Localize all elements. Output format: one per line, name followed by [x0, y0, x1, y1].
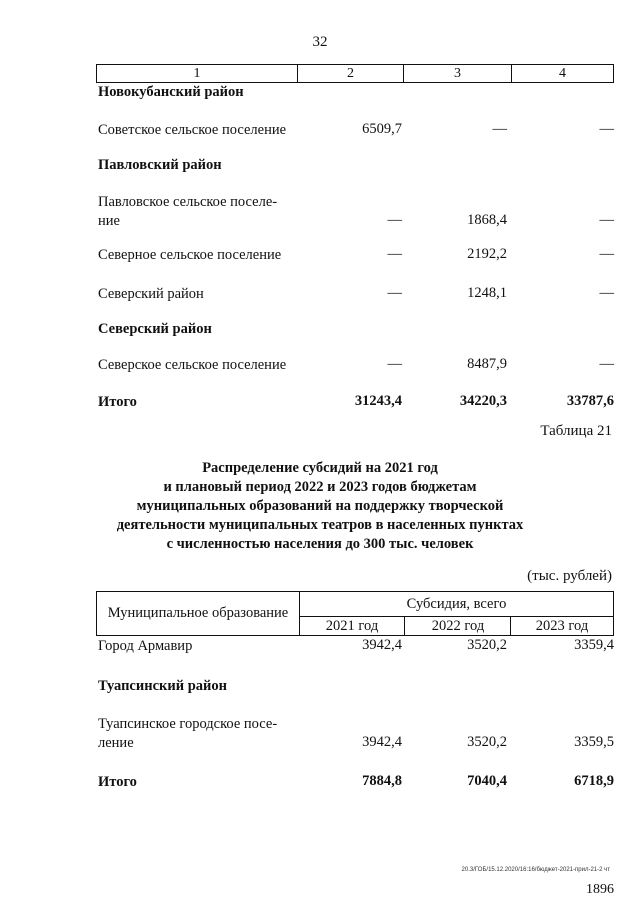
region-heading: Северский район: [98, 321, 212, 337]
total-2022: 7040,4: [467, 773, 507, 789]
total-2022: 34220,3: [459, 393, 507, 409]
municipality-header: Муниципальное образование: [97, 592, 300, 635]
row-label: Город Армавир: [98, 638, 193, 654]
title-line: муниципальных образований на поддержку творческой: [136, 498, 504, 514]
total-label: Итого: [98, 774, 137, 790]
row-label-line: Туапсинское городское посе-: [98, 716, 278, 732]
value-2022: 8487,9: [467, 356, 507, 372]
column-number-header: [96, 64, 614, 83]
region-heading: Туапсинский район: [98, 678, 227, 694]
row-label-line: Павловское сельское поселе-: [98, 194, 278, 210]
value-2022: 3520,2: [467, 637, 507, 653]
total-2023: 33787,6: [566, 393, 614, 409]
value-2022: 3520,2: [467, 734, 507, 750]
value-2023: —: [599, 246, 614, 262]
total-2023: 6718,9: [574, 773, 614, 789]
row-label: Северское сельское поселение: [98, 357, 287, 373]
row-label: Северский район: [98, 286, 204, 302]
title-line: с численностью населения до 300 тыс. человек: [166, 536, 474, 552]
value-2021: 3942,4: [362, 734, 402, 750]
value-2023: —: [599, 212, 614, 228]
value-2021: —: [387, 246, 402, 262]
column-number: 4: [511, 65, 613, 82]
value-2022: 1248,1: [467, 285, 507, 301]
value-2023: 3359,4: [574, 637, 614, 653]
table-label: Таблица 21: [540, 423, 612, 439]
page-number: 32: [312, 34, 328, 50]
region-heading: Павловский район: [98, 157, 222, 173]
row-label: [98, 193, 277, 231]
title-line: и плановый период 2022 и 2023 годов бюджетам: [163, 479, 477, 495]
row-label: [98, 715, 277, 753]
title-line: деятельности муниципальных театров в населенных пунктах: [116, 517, 524, 533]
year-header: 2023 год: [510, 617, 613, 635]
year-header: 2022 год: [404, 617, 511, 635]
value-2022: —: [492, 121, 507, 137]
year-header: 2021 год: [325, 617, 379, 634]
value-2023: —: [599, 121, 614, 137]
total-label: Итого: [98, 394, 137, 410]
value-2023: —: [599, 356, 614, 372]
subsidy-table-header: [96, 591, 614, 636]
column-number: 3: [403, 65, 511, 82]
column-number: 1: [193, 65, 201, 81]
table-title: [0, 459, 640, 554]
subsidy-header: Субсидия, всего: [300, 592, 613, 617]
total-2021: 7884,8: [362, 773, 402, 789]
value-2021: —: [387, 356, 402, 372]
row-label: Северное сельское поселение: [98, 247, 282, 263]
total-2021: 31243,4: [354, 393, 402, 409]
value-2021: 6509,7: [362, 121, 402, 137]
sheet-number: 1896: [586, 882, 614, 897]
value-2021: —: [387, 285, 402, 301]
value-2022: 1868,4: [467, 212, 507, 228]
row-label-line: ление: [98, 735, 134, 751]
value-2022: 2192,2: [467, 246, 507, 262]
document-code: 20.3/ГОБ/15.12.2020/16:16/бюджет-2021-прил-21-2 чт: [461, 867, 610, 873]
value-2021: 3942,4: [362, 637, 402, 653]
region-heading: Новокубанский район: [98, 84, 244, 100]
value-2023: —: [599, 285, 614, 301]
row-label-line: ние: [98, 213, 120, 229]
value-2023: 3359,5: [574, 734, 614, 750]
units-label: (тыс. рублей): [527, 568, 612, 584]
row-label: Советское сельское поселение: [98, 122, 287, 138]
column-number: 2: [297, 65, 403, 82]
value-2021: —: [387, 212, 402, 228]
title-line: Распределение субсидий на 2021 год: [202, 460, 438, 476]
